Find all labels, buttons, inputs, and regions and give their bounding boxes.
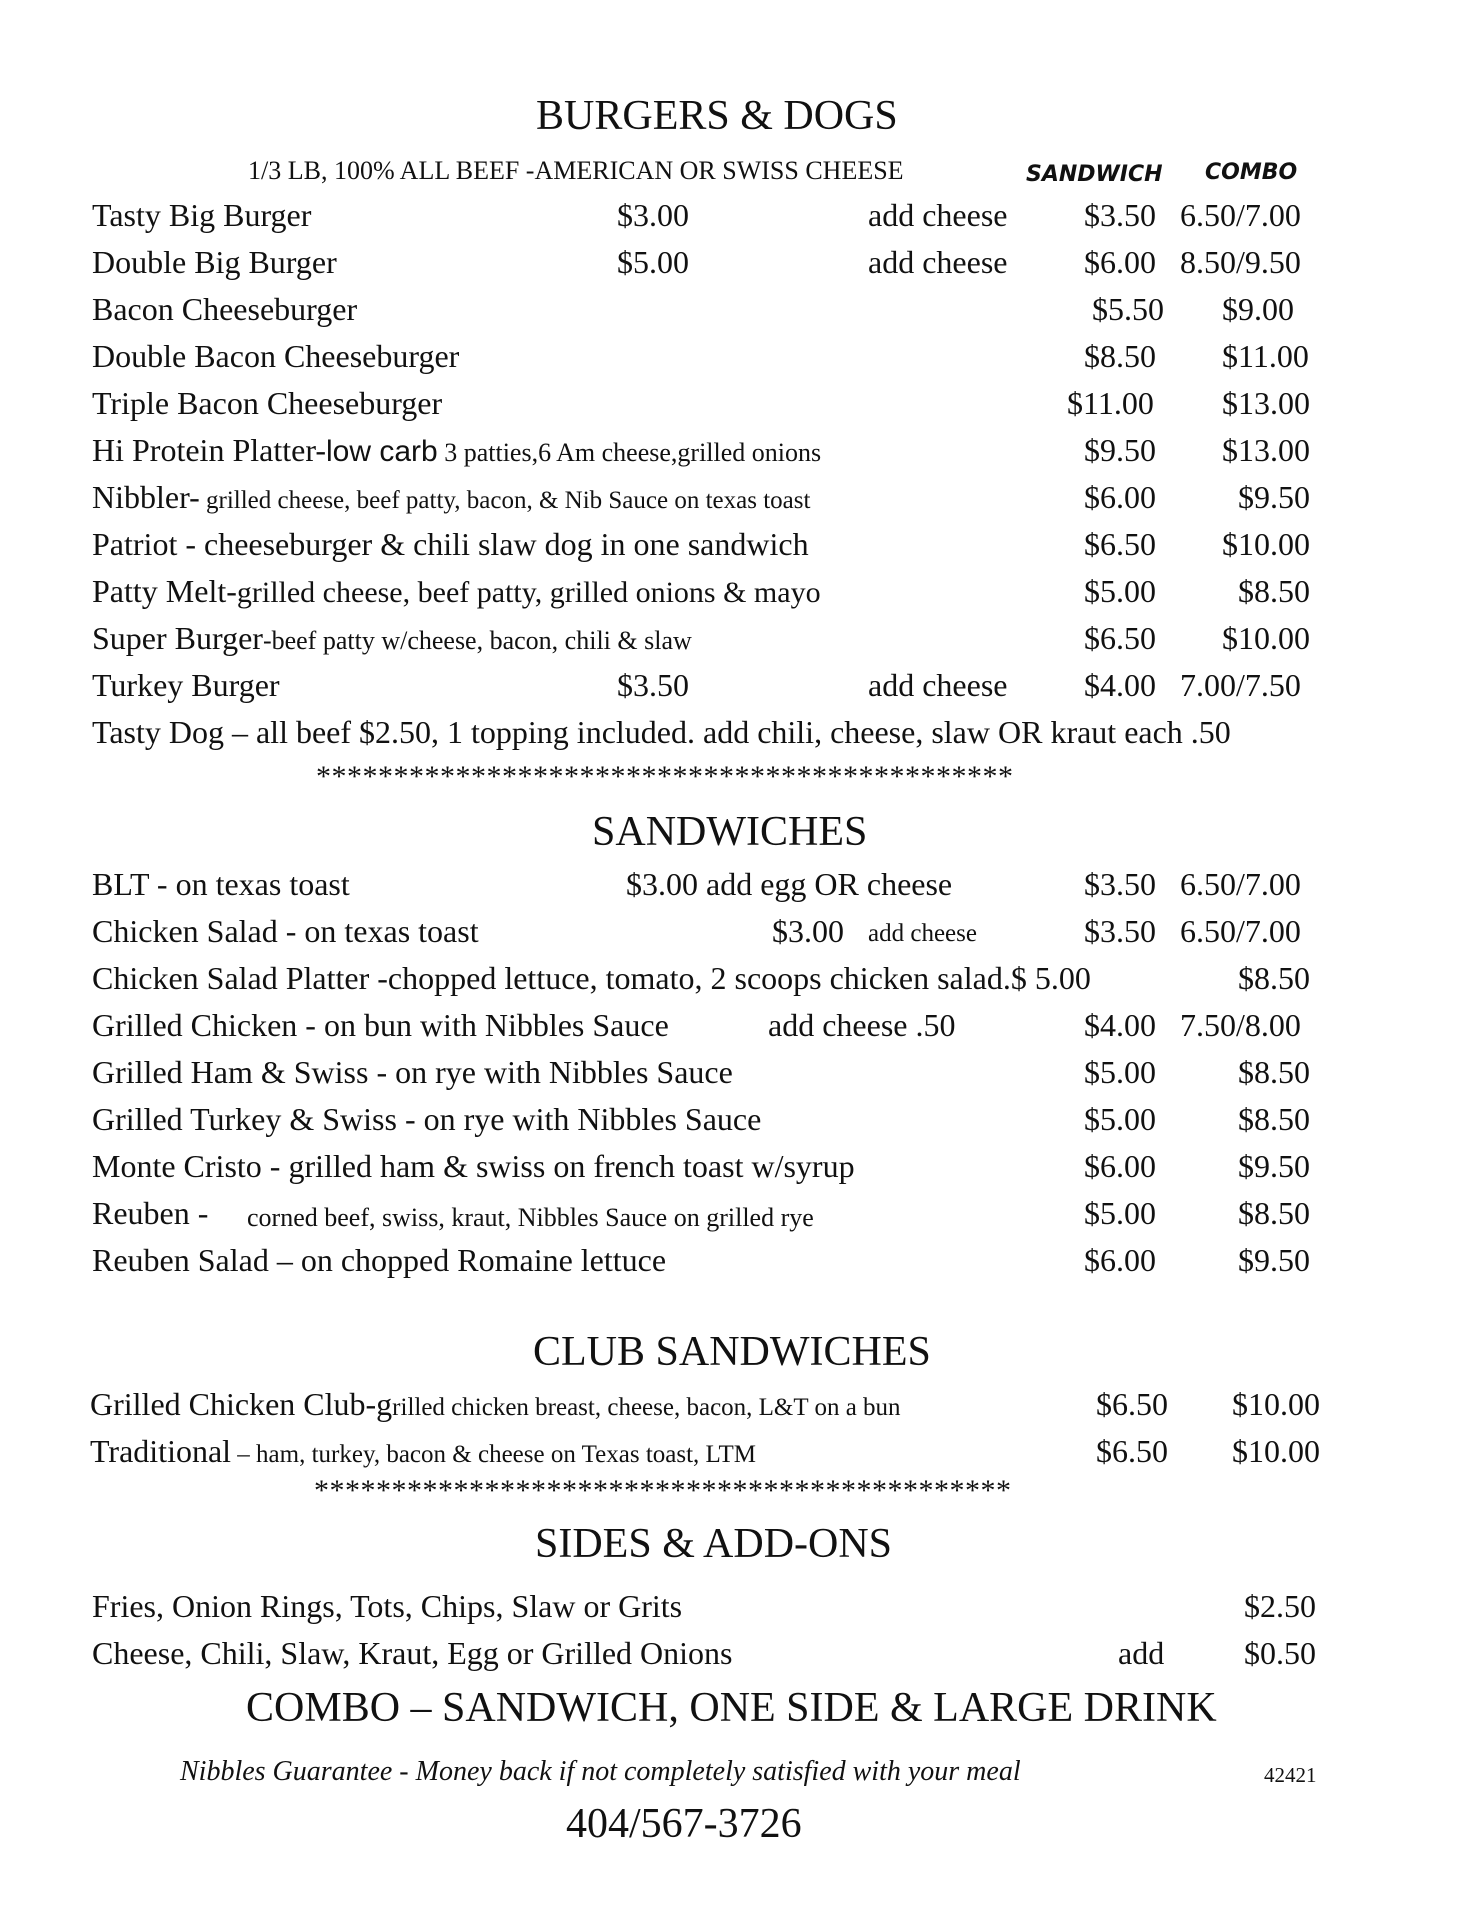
side-item-name: Fries, Onion Rings, Tots, Chips, Slaw or Grits: [92, 1588, 683, 1624]
menu-item-combo-price: $8.50: [1238, 1054, 1310, 1090]
menu-item-combo-price: 8.50/9.50: [1180, 244, 1301, 280]
menu-item-base-price: $3.00 add egg OR cheese: [626, 866, 953, 902]
menu-item-addon: add cheese: [868, 197, 1008, 233]
menu-item-combo-price: $13.00: [1222, 385, 1310, 421]
menu-item-name: [92, 620, 692, 657]
menu-item-combo-price: 6.50/7.00: [1180, 866, 1301, 902]
menu-item-name: Tasty Big Burger: [92, 197, 312, 233]
tasty-dog-line: Tasty Dog – all beef $2.50, 1 topping included. add chili, cheese, slaw OR kraut each .50: [92, 714, 1231, 750]
menu-item-sandwich-price: $6.00: [1084, 244, 1156, 280]
menu-item-name: Grilled Turkey & Swiss - on rye with Nibbles Sauce: [92, 1101, 762, 1137]
menu-item-combo-price: $9.00: [1222, 291, 1294, 327]
menu-item-base-price: $3.00: [617, 197, 689, 233]
menu-item-sandwich-price: $8.50: [1084, 338, 1156, 374]
menu-item-name: [92, 573, 821, 610]
combo-note: COMBO – SANDWICH, ONE SIDE & LARGE DRINK: [246, 1685, 1217, 1731]
menu-item-sandwich-price: $4.00: [1084, 667, 1156, 703]
menu-item-combo-price: 6.50/7.00: [1180, 197, 1301, 233]
menu-item-name: Turkey Burger: [92, 667, 280, 703]
menu-item-description: – ham, turkey, bacon & cheese on Texas toast, LTM: [231, 1441, 757, 1468]
menu-item-sandwich-price: $11.00: [1067, 385, 1154, 421]
menu-item-description: rilled chicken breast, cheese, bacon, L&T on a bun: [392, 1394, 901, 1421]
menu-item-sandwich-price: $5.00: [1084, 1054, 1156, 1090]
menu-item-sandwich-price: $6.00: [1084, 1148, 1156, 1184]
menu-item-sandwich-price: $6.50: [1084, 620, 1156, 656]
menu-item-name: Patriot - cheeseburger & chili slaw dog in one sandwich: [92, 526, 809, 562]
menu-item-sandwich-price: $5.00: [1084, 573, 1156, 609]
menu-item-combo-price: $10.00: [1232, 1433, 1320, 1469]
menu-item-combo-price: 6.50/7.00: [1180, 913, 1301, 949]
menu-item-combo-price: $9.50: [1238, 1148, 1310, 1184]
divider: *********************************************: [314, 1474, 1012, 1507]
menu-item-name: [90, 1386, 901, 1423]
menu-item-description: grilled cheese, beef patty, bacon, & Nib Sauce on texas toast: [199, 487, 811, 514]
menu-item-sandwich-price: $5.00: [1084, 1101, 1156, 1137]
menu-item-name-text: Super Burger: [92, 620, 263, 656]
menu-item-name-text: Grilled Chicken Club-g: [90, 1386, 393, 1422]
menu-item-sandwich-price: $9.50: [1084, 432, 1156, 468]
menu-item-addon: add cheese: [868, 920, 977, 947]
side-item-addon: add: [1118, 1635, 1165, 1671]
menu-item-combo-price: $9.50: [1238, 1242, 1310, 1278]
menu-item-name: Double Bacon Cheeseburger: [92, 338, 460, 374]
side-item-price: $2.50: [1244, 1588, 1316, 1624]
menu-item-name: Grilled Chicken - on bun with Nibbles Sauce: [92, 1007, 669, 1043]
sandwich-column-header: SANDWICH: [1026, 162, 1163, 187]
menu-item-name: [92, 479, 810, 516]
menu-item-sandwich-price: $3.50: [1084, 197, 1156, 233]
menu-item-name: Reuben -: [92, 1195, 209, 1231]
menu-item-sandwich-price: $6.50: [1096, 1433, 1168, 1469]
menu-item-base-price: $3.00: [772, 913, 844, 949]
side-item-name: Cheese, Chili, Slaw, Kraut, Egg or Grilled Onions: [92, 1635, 733, 1671]
menu-item-combo-price: $10.00: [1232, 1386, 1320, 1422]
menu-item-sandwich-price: $5.50: [1092, 291, 1164, 327]
menu-item-combo-price: $13.00: [1222, 432, 1310, 468]
menu-item-sandwich-price: $3.50: [1084, 913, 1156, 949]
menu-item-combo-price: $8.50: [1238, 1195, 1310, 1231]
menu-item-combo-price: $11.00: [1222, 338, 1309, 374]
menu-item-sandwich-price: $6.00: [1084, 479, 1156, 515]
guarantee-text: Nibbles Guarantee - Money back if not completely satisfied with your meal: [180, 1756, 1021, 1787]
menu-item-name: BLT - on texas toast: [92, 866, 350, 902]
menu-item-sandwich-price: $3.50: [1084, 866, 1156, 902]
menu-item-name: Reuben Salad – on chopped Romaine lettuce: [92, 1242, 667, 1278]
menu-item-base-price: $3.50: [617, 667, 689, 703]
menu-item-name: [92, 432, 821, 469]
combo-column-header: COMBO: [1205, 160, 1298, 185]
menu-item-combo-price: $8.50: [1238, 573, 1310, 609]
burgers-subtitle: 1/3 LB, 100% ALL BEEF -AMERICAN OR SWISS CHEESE: [248, 156, 904, 185]
menu-item-sandwich-price: $6.00: [1084, 1242, 1156, 1278]
menu-item-name-text: Traditional: [90, 1433, 232, 1469]
menu-item-name: Chicken Salad - on texas toast: [92, 913, 479, 949]
sandwiches-title: SANDWICHES: [592, 809, 868, 855]
menu-item-description: 3 patties,6 Am cheese,grilled onions: [437, 438, 822, 467]
menu-item-name: Grilled Ham & Swiss - on rye with Nibbles Sauce: [92, 1054, 733, 1090]
menu-item-combo-price: $8.50: [1238, 960, 1310, 996]
menu-item-name-text: Patty Melt-: [92, 573, 237, 609]
menu-item-name: Chicken Salad Platter -chopped lettuce, tomato, 2 scoops chicken salad.$ 5.00: [92, 960, 1091, 996]
menu-item-base-price: $5.00: [617, 244, 689, 280]
menu-item-combo-price: 7.50/8.00: [1180, 1007, 1301, 1043]
menu-item-name: Triple Bacon Cheeseburger: [92, 385, 443, 421]
burgers-title: BURGERS & DOGS: [536, 93, 898, 139]
side-item-price: $0.50: [1244, 1635, 1316, 1671]
menu-item-description: corned beef, swiss, kraut, Nibbles Sauce on grilled rye: [247, 1203, 814, 1232]
menu-item-addon: add cheese: [868, 667, 1008, 703]
menu-item-description: -beef patty w/cheese, bacon, chili & slaw: [262, 626, 692, 655]
menu-item-addon: add cheese .50: [768, 1007, 956, 1043]
menu-item-sandwich-price: $4.00: [1084, 1007, 1156, 1043]
menu-item-name-text: Hi Protein Platter-: [92, 432, 326, 468]
menu-item-name: [90, 1433, 756, 1470]
menu-item-combo-price: $9.50: [1238, 479, 1310, 515]
menu-item-name: Double Big Burger: [92, 244, 337, 280]
sides-title: SIDES & ADD-ONS: [535, 1521, 893, 1567]
menu-code: 42421: [1264, 1763, 1317, 1787]
menu-item-sandwich-price: $5.00: [1084, 1195, 1156, 1231]
clubs-title: CLUB SANDWICHES: [533, 1329, 931, 1375]
divider: *********************************************: [316, 760, 1014, 793]
menu-item-combo-price: 7.00/7.50: [1180, 667, 1301, 703]
menu-item-name-text: Nibbler-: [92, 479, 200, 515]
menu-item-description: grilled cheese, beef patty, grilled onions & mayo: [236, 576, 821, 609]
menu-item-combo-price: $10.00: [1222, 526, 1310, 562]
menu-item-name: Monte Cristo - grilled ham & swiss on french toast w/syrup: [92, 1148, 855, 1184]
menu-item-sandwich-price: $6.50: [1096, 1386, 1168, 1422]
phone-number: 404/567-3726: [566, 1801, 802, 1847]
menu-item-name: Bacon Cheeseburger: [92, 291, 358, 327]
menu-item-combo-price: $10.00: [1222, 620, 1310, 656]
menu-item-highlight: low carb: [325, 435, 438, 468]
menu-item-sandwich-price: $6.50: [1084, 526, 1156, 562]
menu-item-addon: add cheese: [868, 244, 1008, 280]
menu-item-combo-price: $8.50: [1238, 1101, 1310, 1137]
